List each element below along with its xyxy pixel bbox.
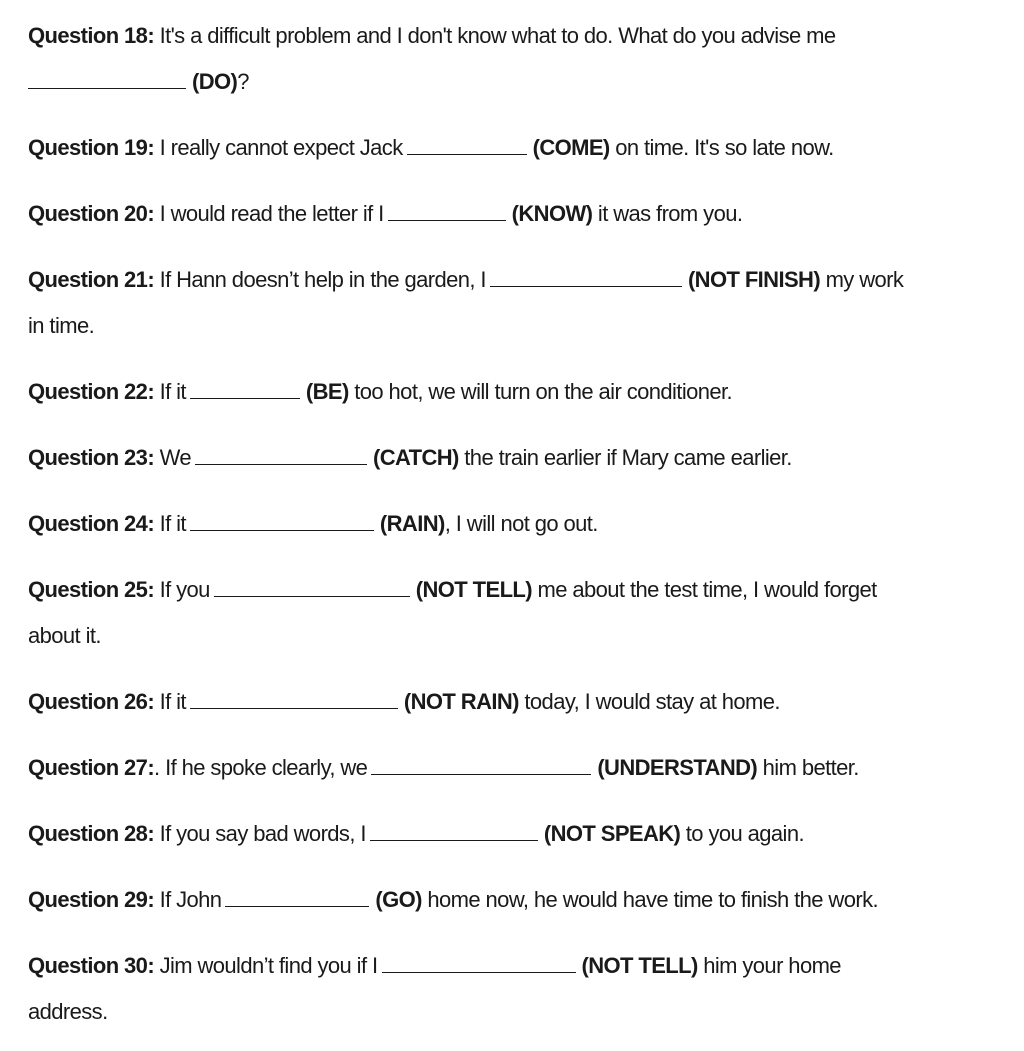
question-28: [28, 819, 804, 849]
verb-hint: (UNDERSTAND): [597, 755, 758, 780]
answer-blank[interactable]: [214, 578, 410, 597]
verb-hint: (RAIN): [379, 511, 445, 536]
question-20: [28, 199, 742, 229]
question-text-continuation: in time.: [28, 313, 95, 338]
question-label: Question 21:: [28, 267, 155, 292]
question-text-after: , I will not go out.: [444, 511, 598, 536]
answer-blank[interactable]: [371, 756, 591, 775]
question-text: . If he spoke clearly, we: [154, 755, 368, 780]
question-label: Question 26:: [28, 689, 155, 714]
verb-hint: (GO): [375, 887, 422, 912]
question-label: Question 29:: [28, 887, 155, 912]
question-30: [28, 951, 841, 981]
answer-blank[interactable]: [195, 446, 367, 465]
question-label: Question 30:: [28, 953, 155, 978]
question-label: Question 28:: [28, 821, 155, 846]
question-text: If John: [159, 887, 222, 912]
question-19: [28, 133, 834, 163]
verb-hint: (NOT SPEAK): [543, 821, 681, 846]
question-18-continued: [28, 67, 249, 97]
question-text: It's a difficult problem and I don't know what to do. What do you advise me: [159, 23, 836, 48]
question-label: Question 20:: [28, 201, 155, 226]
question-26: [28, 687, 780, 717]
question-25-continued: [28, 621, 101, 651]
question-label: Question 25:: [28, 577, 155, 602]
question-text-after: it was from you.: [597, 201, 743, 226]
question-25: [28, 575, 877, 605]
answer-blank[interactable]: [190, 380, 300, 399]
answer-blank[interactable]: [190, 690, 398, 709]
question-text-after: ?: [237, 69, 249, 94]
verb-hint: (COME): [532, 135, 610, 160]
answer-blank[interactable]: [388, 202, 506, 221]
answer-blank[interactable]: [382, 954, 576, 973]
question-label: Question 24:: [28, 511, 155, 536]
question-21: [28, 265, 903, 295]
question-text-after: me about the test time, I would forget: [537, 577, 877, 602]
question-text-after: him your home: [703, 953, 841, 978]
question-text: If you: [159, 577, 210, 602]
question-label: Question 18:: [28, 23, 155, 48]
verb-hint: (NOT TELL): [415, 577, 532, 602]
verb-hint: (DO): [192, 69, 238, 94]
verb-hint: (BE): [305, 379, 349, 404]
question-text-after: today, I would stay at home.: [524, 689, 780, 714]
question-text-after: to you again.: [685, 821, 804, 846]
question-text-after: my work: [825, 267, 904, 292]
question-text: If it: [159, 511, 186, 536]
question-27: [28, 753, 859, 783]
question-label: Question 27:: [28, 755, 155, 780]
answer-blank[interactable]: [190, 512, 374, 531]
question-text: Jim wouldn’t find you if I: [159, 953, 378, 978]
verb-hint: (NOT TELL): [581, 953, 698, 978]
question-21-continued: [28, 311, 94, 341]
question-18: [28, 21, 836, 51]
question-30-continued: [28, 997, 108, 1027]
question-text-continuation: about it.: [28, 623, 101, 648]
question-24: [28, 509, 598, 539]
verb-hint: (NOT FINISH): [687, 267, 821, 292]
question-text-after: on time. It's so late now.: [615, 135, 834, 160]
question-text: If Hann doesn’t help in the garden, I: [159, 267, 486, 292]
question-text: I really cannot expect Jack: [159, 135, 403, 160]
question-text: If it: [159, 379, 186, 404]
question-text-after: the train earlier if Mary came earlier.: [464, 445, 792, 470]
answer-blank[interactable]: [490, 268, 682, 287]
question-22: [28, 377, 732, 407]
question-text: We: [159, 445, 191, 470]
answer-blank[interactable]: [28, 70, 186, 89]
question-29: [28, 885, 878, 915]
verb-hint: (CATCH): [372, 445, 459, 470]
question-label: Question 19:: [28, 135, 155, 160]
question-label: Question 23:: [28, 445, 155, 470]
question-23: [28, 443, 792, 473]
verb-hint: (NOT RAIN): [403, 689, 519, 714]
verb-hint: (KNOW): [511, 201, 593, 226]
answer-blank[interactable]: [407, 136, 527, 155]
question-text: I would read the letter if I: [159, 201, 384, 226]
question-label: Question 22:: [28, 379, 155, 404]
question-text-after: home now, he would have time to finish the work.: [427, 887, 878, 912]
answer-blank[interactable]: [225, 888, 369, 907]
question-text: If it: [159, 689, 186, 714]
question-text-after: him better.: [762, 755, 859, 780]
question-text-after: too hot, we will turn on the air conditioner.: [354, 379, 733, 404]
answer-blank[interactable]: [370, 822, 538, 841]
question-text: If you say bad words, I: [159, 821, 366, 846]
question-text-continuation: address.: [28, 999, 108, 1024]
